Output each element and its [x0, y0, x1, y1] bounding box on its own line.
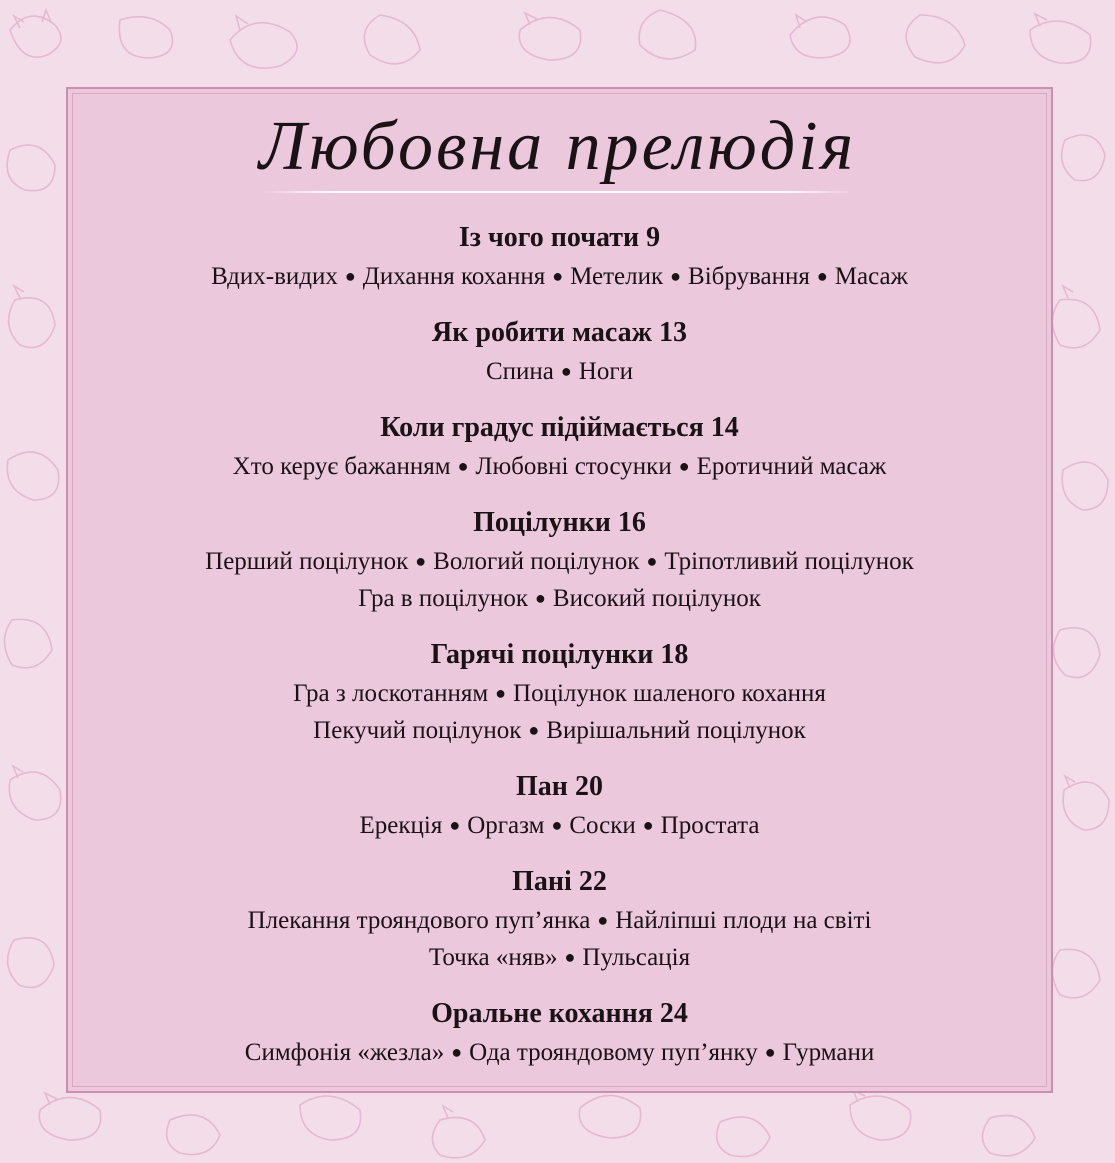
toc-heading: Із чого почати 9 [458, 222, 661, 253]
toc-subtopic: Високий поцілунок [552, 585, 761, 612]
toc-subtopic: Ноги [578, 358, 633, 385]
page-title: Любовна прелюдія [258, 108, 857, 185]
section-gap [66, 976, 1053, 994]
bullet-separator: ● [564, 947, 576, 967]
bullet-separator: ● [678, 456, 690, 476]
toc-subtopic: Вібрування [688, 263, 810, 290]
bullet-separator: ● [528, 720, 540, 740]
bullet-separator: ● [764, 1042, 776, 1062]
toc-section [66, 408, 1053, 485]
toc-heading: Як робити масаж 13 [432, 317, 687, 348]
bullet-separator: ● [451, 1042, 463, 1062]
toc-subtopic: Любовні стосунки [475, 453, 672, 480]
table-of-contents [66, 218, 1053, 1071]
title-underline [262, 191, 854, 193]
toc-subtopics-line [66, 580, 1053, 617]
toc-subtopic: Вирішальний поцілунок [546, 717, 806, 744]
bullet-separator: ● [449, 815, 461, 835]
toc-subtopic: Пульсація [582, 944, 691, 971]
toc-subtopic: Пекучий поцілунок [313, 717, 522, 744]
toc-section [66, 767, 1053, 844]
toc-subtopic: Вдих-видих [211, 263, 338, 290]
toc-subtopic: Спина [486, 358, 554, 385]
bullet-separator: ● [642, 815, 654, 835]
bullet-separator: ● [552, 266, 564, 286]
section-gap [66, 485, 1053, 503]
bullet-separator: ● [535, 588, 546, 608]
section-gap [66, 749, 1053, 767]
toc-section [66, 994, 1053, 1071]
toc-subtopics-line [66, 258, 1053, 295]
section-gap [66, 295, 1053, 313]
toc-subtopic: Гра з лоскотанням [293, 680, 489, 707]
toc-subtopic: Ода трояндовому пуп’янку [469, 1039, 758, 1066]
toc-subtopic: Еротичний масаж [696, 453, 887, 480]
toc-subtopics-line [66, 712, 1053, 749]
section-gap [66, 844, 1053, 862]
bullet-separator: ● [457, 456, 469, 476]
toc-subtopics-line [66, 543, 1053, 580]
toc-subtopics-line [66, 902, 1053, 939]
toc-subtopic: Поцілунок шаленого кохання [513, 680, 826, 707]
toc-subtopic: Простата [660, 812, 760, 839]
toc-heading: Оральне кохання 24 [431, 998, 688, 1029]
toc-section [66, 313, 1053, 390]
toc-subtopic: Вологий поцілунок [433, 548, 640, 575]
section-gap [66, 390, 1053, 408]
toc-subtopic: Гра в поцілунок [358, 585, 529, 612]
bullet-separator: ● [415, 551, 427, 571]
bullet-separator: ● [344, 266, 356, 286]
bullet-separator: ● [495, 683, 507, 703]
toc-section [66, 635, 1053, 749]
toc-heading: Гарячі поцілунки 18 [430, 639, 689, 670]
toc-heading: Поцілунки 16 [473, 507, 646, 538]
bullet-separator: ● [816, 266, 828, 286]
toc-subtopic: Хто керує бажанням [232, 453, 451, 480]
toc-subtopics-line [66, 1034, 1053, 1071]
toc-subtopic: Плекання трояндового пуп’янка [247, 907, 591, 934]
toc-subtopic: Ерекція [359, 812, 443, 839]
toc-subtopics-line [66, 353, 1053, 390]
section-gap [66, 617, 1053, 635]
bullet-separator: ● [560, 361, 572, 381]
bullet-separator: ● [670, 266, 682, 286]
toc-subtopic: Симфонія «жезла» [244, 1039, 445, 1066]
toc-subtopic: Соски [569, 812, 636, 839]
toc-subtopic: Метелик [570, 263, 664, 290]
toc-subtopics-line [66, 807, 1053, 844]
toc-subtopics-line [66, 448, 1053, 485]
toc-subtopics-line [66, 675, 1053, 712]
toc-subtopic: Оргазм [467, 812, 545, 839]
toc-subtopic: Перший поцілунок [205, 548, 409, 575]
toc-section [66, 218, 1053, 295]
toc-subtopics-line [66, 939, 1053, 976]
toc-section [66, 503, 1053, 617]
bullet-separator: ● [551, 815, 563, 835]
bullet-separator: ● [646, 551, 658, 571]
toc-subtopic: Масаж [834, 263, 908, 290]
toc-subtopic: Гурмани [782, 1039, 875, 1066]
toc-subtopic: Дихання кохання [362, 263, 546, 290]
toc-heading: Пані 22 [512, 866, 607, 897]
toc-section [66, 862, 1053, 976]
toc-subtopic: Точка «няв» [428, 944, 558, 971]
toc-subtopic: Тріпотливий поцілунок [664, 548, 914, 575]
toc-subtopic: Найліпші плоди на світі [615, 907, 872, 934]
toc-heading: Коли градус підіймається 14 [380, 412, 739, 443]
bullet-separator: ● [597, 910, 609, 930]
toc-heading: Пан 20 [516, 771, 603, 802]
